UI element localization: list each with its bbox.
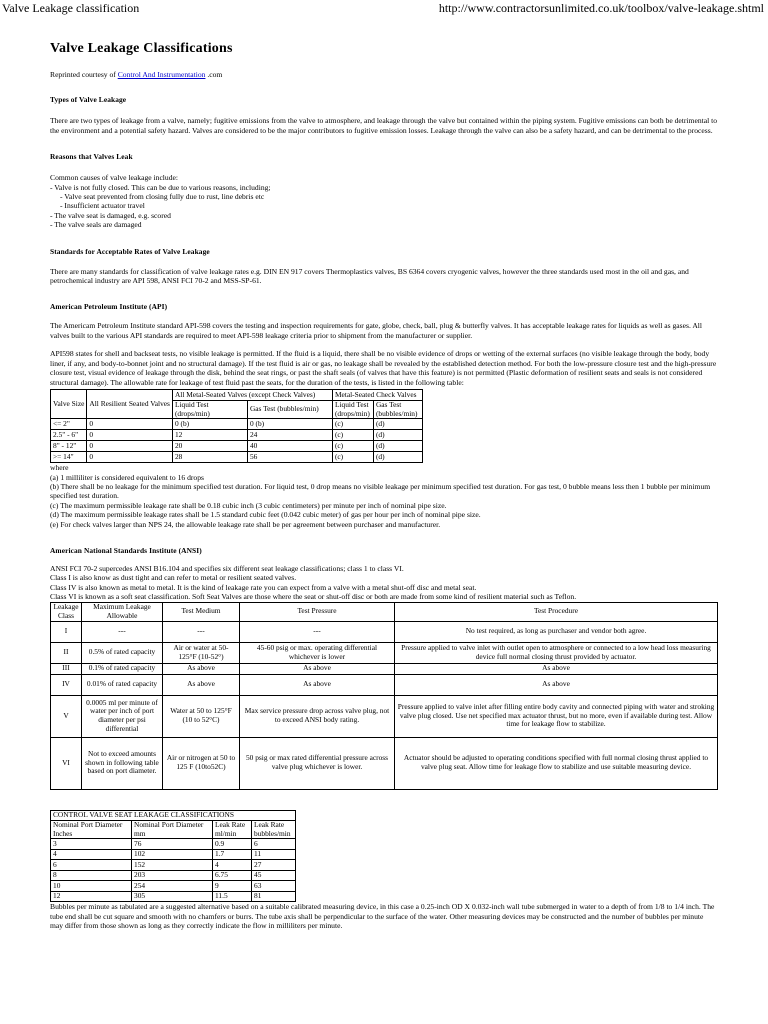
table-row: 8" - 12" 0 20 40 (c) (d) [51,441,423,452]
reasons-line: - The valve seals are damaged [50,220,142,230]
control-instrumentation-link[interactable]: Control And Instrumentation [117,70,206,79]
api-heading: American Petroleum Institute (API) [50,302,168,312]
table-row: 12 305 11.5 81 [51,891,296,902]
ansi-heading: American National Standards Institute (ANSI) [50,545,202,555]
reasons-list [50,173,718,229]
api-note: where [50,463,69,473]
table-row: V 0.0005 ml per minute of water per inch of port diameter per psi differential Water at 50 to 125°F (10 to 52°C) Max service pressure drop across valve plug, not to exceed ANSI body rating. Pressure applied to valve inlet after filling entire body cavity and connected piping with water and stroking valve plug closed. Use net specified max actuator thrust, but no more, even if available during test. Allow time for leakage flow to stabilize. [51,695,718,737]
api-note: (e) For check valves larger than NPS 24, the allowable leakage rate shall be per agreement between purchaser and manufacturer. [50,519,441,529]
table-row: III 0.1% of rated capacity As above As above As above [51,663,718,674]
table-row: <= 2" 0 0 (b) 0 (b) (c) (d) [51,419,423,430]
table-header: Test Procedure [395,602,718,621]
table-title: CONTROL VALVE SEAT LEAKAGE CLASSIFICATIONS [51,810,296,821]
table-header: Nominal Port Diameter mm [132,821,213,839]
api-note: (a) 1 milliliter is considered equivalent to 16 drops [50,472,204,482]
reasons-line: - The valve seat is damaged, e.g. scored [50,210,171,220]
table-header: Leak Rate ml/min [213,821,252,839]
table-row: 10 254 9 63 [51,881,296,892]
ansi-class-table [50,602,718,790]
table-header: Metal-Seated Check Valves [332,389,422,400]
ansi-intro: ANSI FCI 70-2 supercedes ANSI B16.104 and specifies six different seat leakage classifications; class 1 to class VI. Class I is also know as dust tight and can refer to metal or resilient seated valves. Class IV is also known as metal to metal. It is the kind of leakage rate you can expect from a valve with a metal shut-off disc and metal seat. Class VI is known as a soft seat classification. Soft Seat Valves are those where the seat or shut-off disc or both are made from some kind of resilient material such as Teflon. [50,563,577,602]
print-header-url: http://www.contractorsunlimited.co.uk/toolbox/valve-leakage.shtml [438,1,764,15]
table-row: VI Not to exceed amounts shown in following table based on port diameter. Air or nitrogen at 50 to 125 F (10to52C) 50 psig or max rated differential pressure across valve plug whichever is lower. Actuator should be adjusted to operating conditions specified with full normal closing thrust applied to valve plug seat. Allow time for leakage flow to stabilize and use suitable measuring device. [51,737,718,789]
table-header: Gas Test (bubbles/min) [373,400,422,418]
types-text: There are two types of leakage from a valve, namely; fugitive emissions from the valve to atmosphere, and leakage through the valve but contained within the piping system. Fugitive emissions can both be detrimental to the environment and a potential safety hazard. Valves are considered to be the major contributors to fugitive emission losses. Leakage through the valve can also be a safety hazard, and can be detrimental to the process. [50,116,718,135]
table-header: Test Pressure [240,602,395,621]
table-row: 2.5" - 6" 0 12 24 (c) (d) [51,430,423,441]
table-header: All Resilient Seated Valves [87,389,173,418]
table-header: Leakage Class [51,602,82,621]
table-row: 8 203 6.75 45 [51,870,296,881]
reasons-line: - Insufficient actuator travel [60,201,145,211]
standards-text: There are many standards for classification of valve leakage rates e.g. DIN EN 917 covers Thermoplastics valves, BS 6364 covers cryogenic valves, however the three standards used most in the oil and gas, and petrochemical industry are API 598, ANSI FCI 70-2 and MSS-SP-61. [50,266,689,286]
table-row: >= 14" 0 28 56 (c) (d) [51,452,423,463]
table-header: Liquid Test (drops/min) [332,400,373,418]
api-note: (d) The maximum permissible leakage rates shall be 1.5 standard cubic feet (0.042 cubic meter) of gas per hour per inch of nominal pipe size. [50,510,481,520]
api-para-1: The Americam Petroleum Institute standard API-598 covers the testing and inspection requirements for gate, globe, check, ball, plug & butterfly valves. It has acceptable leakage rates for liquids as well as gases. All valves built to the various API standards are required to meet API-598 leakage criteria prior to shipment from the manufacturer or supplier. [50,321,703,340]
table-header: Maximum Leakage Allowable [82,602,163,621]
table-header: All Metal-Seated Valves (except Check Valves) [172,389,332,400]
table-row: II 0.5% of rated capacity Air or water at 50-125°F (10-52°) 45-60 psig or max. operating differential whichever is lower Pressure applied to valve inlet with outlet open to atmosphere or connected to a low head loss measuring device full normal closing thrust provided by actuator. [51,642,718,663]
table-header: Liquid Test (drops/min) [172,400,247,418]
print-header [0,0,768,16]
api-notes [50,463,718,529]
reasons-line: Common causes of valve leakage include: [50,173,178,183]
reprint-credit: Reprinted courtesy of Control And Instrumentation .com [50,70,223,79]
table-row: I --- --- --- No test required, as long as purchaser and vendor both agree. [51,621,718,642]
table-header: Gas Test (bubbles/min) [247,400,332,418]
api-leakage-table [50,389,423,463]
control-valve-table [50,810,296,903]
reasons-line: - Valve is not fully closed. This can be due to various reasons, including; [50,182,271,192]
standards-heading: Standards for Acceptable Rates of Valve Leakage [50,246,210,256]
table-row: 6 152 4 27 [51,860,296,871]
api-para-2: API598 states for shell and backseat tests, no visible leakage is permitted. If the fluid is a liquid, there shall be no visible evidence of drops or wetting of the external surfaces (no visible leakage through the body, body liner, if any, and body-to-bonnet joint and no structural damage). If the test fluid is air or gas, no leakage shall be revealed by the established detection method. For both the low-pressure closure test and the high-pressure closure test, visual evidence of leakage through the disk, behind the seat rings, or past the shaft seals (of valves that have this feature) is not permitted (Plastic deformation of resilient seats and seals is not considered structural damage). The allowable rate for leakage of test fluid past the seats, for the duration of the tests, is listed in the following table: [50,349,717,387]
reasons-heading: Reasons that Valves Leak [50,152,133,162]
api-note: (b) There shall be no leakage for the minimum specified test duration. For liquid test, 0 drop means no visible leakage per minimum specified test duration. For gas test, 0 bubble means less then 1 bubble per minimum specified test duration. [50,481,711,501]
print-header-title: Valve Leakage classification [2,1,140,15]
page-title: Valve Leakage Classifications [50,41,233,56]
table-header: Nominal Port Diameter Inches [51,821,132,839]
table-row: IV 0.01% of rated capacity As above As above As above [51,674,718,695]
api-note: (c) The maximum permissible leakage rate shall be 0.18 cubic inch (3 cubic centimeters) per minute per inch of nominal pipe size. [50,500,447,510]
table-header: Test Medium [163,602,240,621]
table-header: Valve Size [51,389,87,418]
table-row: 3 76 0.9 6 [51,839,296,850]
table-row: 4 102 1.7 11 [51,849,296,860]
document-page [50,40,718,930]
control-valve-footnote: Bubbles per minute as tabulated are a suggested alternative based on a suitable calibrated measuring device, in this case a 0.25-inch OD X 0.032-inch wall tube submerged in water to a depth of from 1/8 to 1/4 inch. The tube end shall be cut square and smooth with no chamfers or burrs. The tube axis shall be perpendicular to the surface of the water. Other measuring devices may be constructed and the number of bubbles per minute may differ from those shown as long as they correctly indicate the flow in milliliters per minute. [50,902,715,931]
types-heading: Types of Valve Leakage [50,95,127,105]
reasons-line: - Valve seat prevented from closing fully due to rust, line debris etc [60,192,265,202]
table-header: Leak Rate bubbles/min [252,821,296,839]
